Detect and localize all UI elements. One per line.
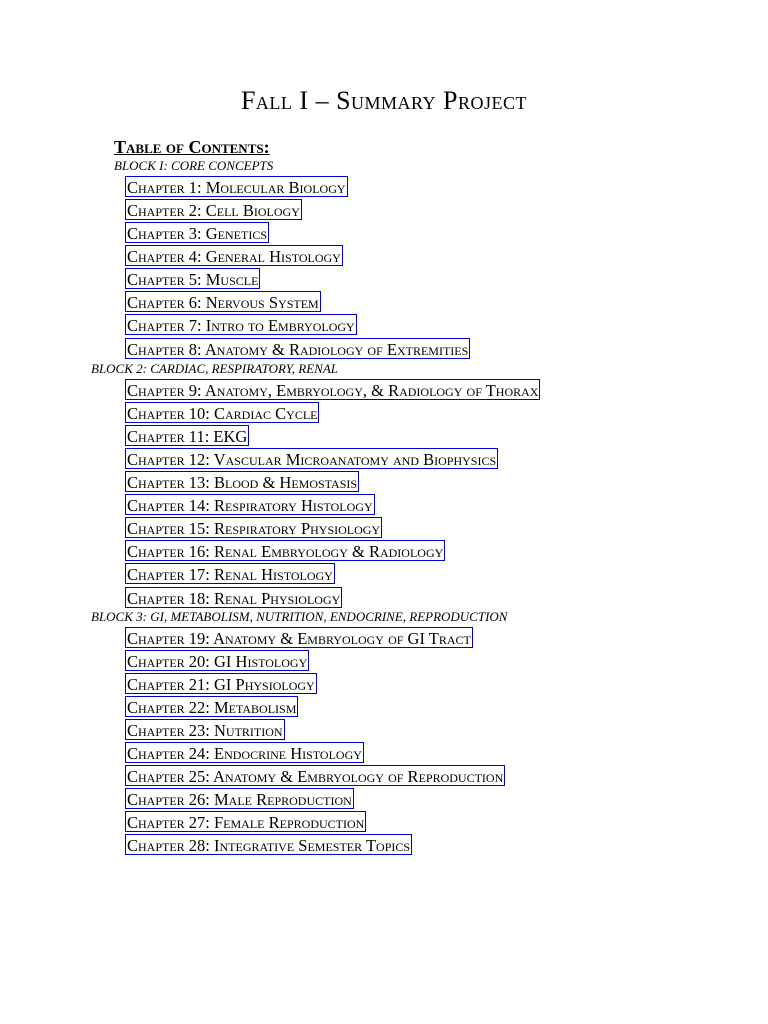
- chapter-link-10[interactable]: Chapter 10: Cardiac Cycle: [127, 404, 318, 423]
- page-title: Fall I – Summary Project: [240, 86, 528, 115]
- chapter-link-21[interactable]: Chapter 21: GI Physiology: [127, 675, 315, 694]
- chapter-link-22[interactable]: Chapter 22: Metabolism: [127, 698, 297, 717]
- chapter-link-11[interactable]: Chapter 11: EKG: [127, 427, 248, 446]
- block-heading-2: BLOCK 2: CARDIAC, RESPIRATORY, RENAL: [91, 361, 339, 376]
- chapter-link-4[interactable]: Chapter 4: General Histology: [127, 247, 341, 266]
- chapter-link-27[interactable]: Chapter 27: Female Reproduction: [127, 813, 365, 832]
- chapter-link-9[interactable]: Chapter 9: Anatomy, Embryology, & Radiology of Thorax: [127, 381, 539, 400]
- chapter-link-24[interactable]: Chapter 24: Endocrine Histology: [127, 744, 362, 763]
- block-heading-1: BLOCK I: CORE CONCEPTS: [114, 158, 274, 173]
- chapter-link-1[interactable]: Chapter 1: Molecular Biology: [127, 178, 346, 197]
- toc-heading: Table of Contents:: [114, 137, 270, 157]
- chapter-link-23[interactable]: Chapter 23: Nutrition: [127, 721, 283, 740]
- chapter-link-14[interactable]: Chapter 14: Respiratory Histology: [127, 496, 373, 515]
- chapter-link-13[interactable]: Chapter 13: Blood & Hemostasis: [127, 473, 358, 492]
- chapter-link-19[interactable]: Chapter 19: Anatomy & Embryology of GI Tract: [127, 629, 471, 648]
- chapter-link-8[interactable]: Chapter 8: Anatomy & Radiology of Extremities: [127, 340, 469, 359]
- chapter-link-6[interactable]: Chapter 6: Nervous System: [127, 293, 319, 312]
- chapter-link-25[interactable]: Chapter 25: Anatomy & Embryology of Reproduction: [127, 767, 504, 786]
- chapter-link-18[interactable]: Chapter 18: Renal Physiology: [127, 589, 341, 608]
- chapter-link-3[interactable]: Chapter 3: Genetics: [127, 224, 268, 243]
- chapter-link-20[interactable]: Chapter 20: GI Histology: [127, 652, 308, 671]
- chapter-link-16[interactable]: Chapter 16: Renal Embryology & Radiology: [127, 542, 444, 561]
- chapter-link-12[interactable]: Chapter 12: Vascular Microanatomy and Biophysics: [127, 450, 497, 469]
- chapter-link-26[interactable]: Chapter 26: Male Reproduction: [127, 790, 352, 809]
- block-heading-3: BLOCK 3: GI, METABOLISM, NUTRITION, ENDOCRINE, REPRODUCTION: [91, 609, 508, 624]
- chapter-link-5[interactable]: Chapter 5: Muscle: [127, 270, 259, 289]
- chapter-link-15[interactable]: Chapter 15: Respiratory Physiology: [127, 519, 381, 538]
- chapter-link-17[interactable]: Chapter 17: Renal Histology: [127, 565, 333, 584]
- chapter-link-28[interactable]: Chapter 28: Integrative Semester Topics: [127, 836, 411, 855]
- chapter-link-7[interactable]: Chapter 7: Intro to Embryology: [127, 316, 355, 335]
- chapter-link-2[interactable]: Chapter 2: Cell Biology: [127, 201, 300, 220]
